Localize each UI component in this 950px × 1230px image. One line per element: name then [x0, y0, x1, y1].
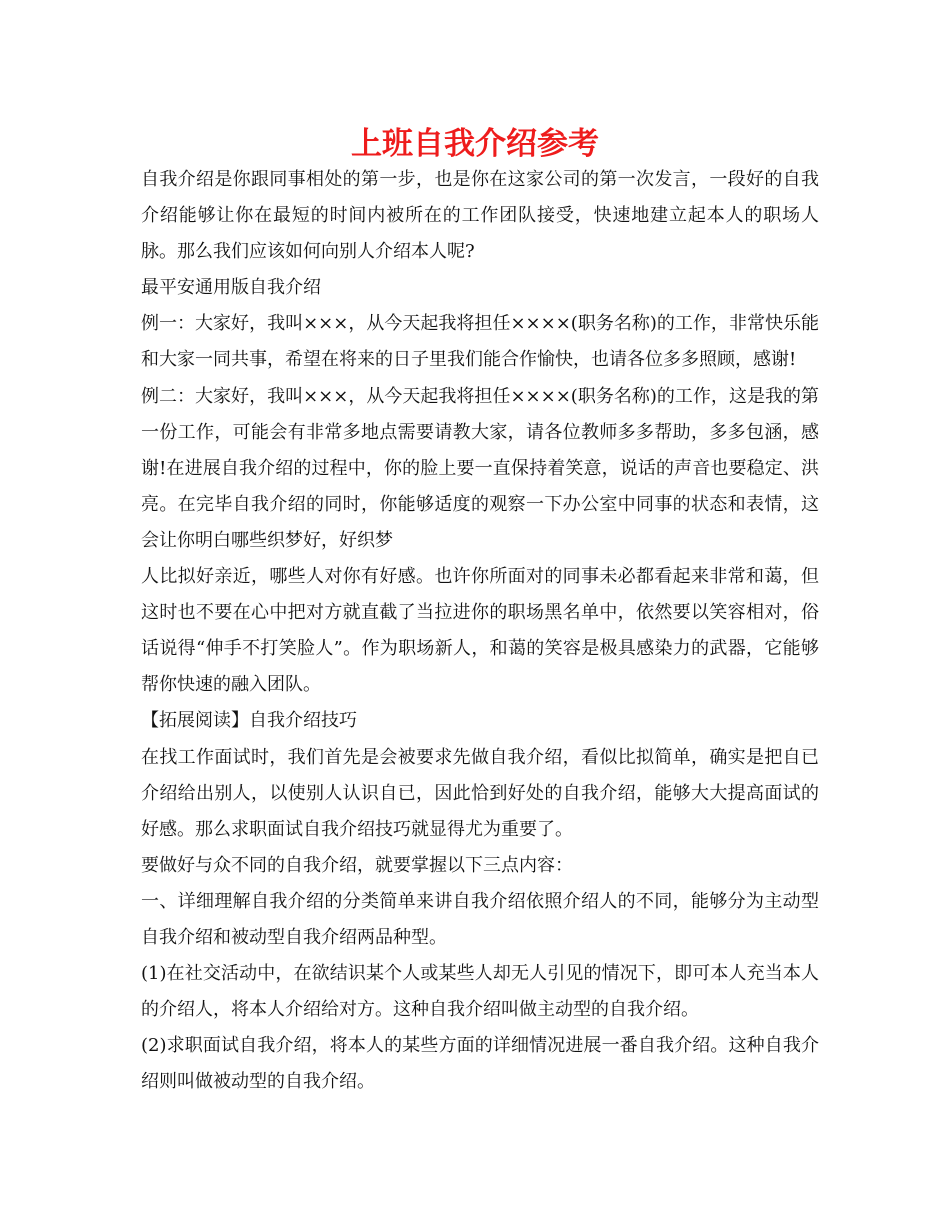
paragraph-interview: 在找工作面试时，我们首先是会被要求先做自我介绍，看似比拟简单，确实是把自已介绍给出别人，以使别人认识自已，因此恰到好处的自我介绍，能够大大提高面试的好感。那么求职面试自我介绍技巧就显得尤为重要了。	[141, 746, 819, 840]
paragraph-active-type: (1)在社交活动中，在欲结识某个人或某些人却无人引见的情况下，即可本人充当本人的介绍人，将本人介绍给对方。这种自我介绍叫做主动型的自我介绍。	[141, 963, 819, 1021]
paragraph-passive-type: (2)求职面试自我介绍，将本人的某些方面的详细情况进展一番自我介绍。这种自我介绍则叫做被动型的自我介绍。	[141, 1035, 819, 1093]
paragraph-point-one: 一、详细理解自我介绍的分类简单来讲自我介绍依照介绍人的不同，能够分为主动型自我介绍和被动型自我介绍两品种型。	[141, 890, 819, 948]
paragraph-example-one: 例一：大家好，我叫×××，从今天起我将担任××××(职务名称)的工作，非常快乐能和大家一同共事，希望在将来的日子里我们能合作愉快，也请各位多多照顾，感谢!	[141, 313, 819, 371]
document-body	[141, 162, 819, 1100]
paragraph-heading-extended: 【拓展阅读】自我介绍技巧	[141, 710, 357, 732]
paragraph-heading-general: 最平安通用版自我介绍	[141, 277, 321, 299]
paragraph-example-two: 例二：大家好，我叫×××，从今天起我将担任××××(职务名称)的工作，这是我的第一份工作，可能会有非常多地点需要请教大家，请各位教师多多帮助，多多包涵，感谢!在进展自我介绍的过程中，你的脸上要一直保持着笑意，说话的声音也要稳定、洪亮。在完毕自我介绍的同时，你能够适度的观察一下办公室中同事的状态和表情，这会让你明白哪些织梦好，好织梦	[141, 385, 819, 551]
paragraph-three-points: 要做好与众不同的自我介绍，就要掌握以下三点内容：	[141, 854, 573, 876]
document-title: 上班自我介绍参考	[351, 126, 599, 162]
paragraph-intro: 自我介绍是你跟同事相处的第一步，也是你在这家公司的第一次发言，一段好的自我介绍能够让你在最短的时间内被所在的工作团队接受，快速地建立起本人的职场人脉。那么我们应该如何向别人介绍本人呢?	[141, 169, 819, 263]
paragraph-smile-advice: 人比拟好亲近，哪些人对你有好感。也许你所面对的同事未必都看起来非常和蔼，但这时也不要在心中把对方就直截了当拉进你的职场黑名单中，依然要以笑容相对，俗话说得“伸手不打笑脸人”。作为职场新人，和蔼的笑容是极具感染力的武器，它能够帮你快速的融入团队。	[141, 566, 819, 696]
